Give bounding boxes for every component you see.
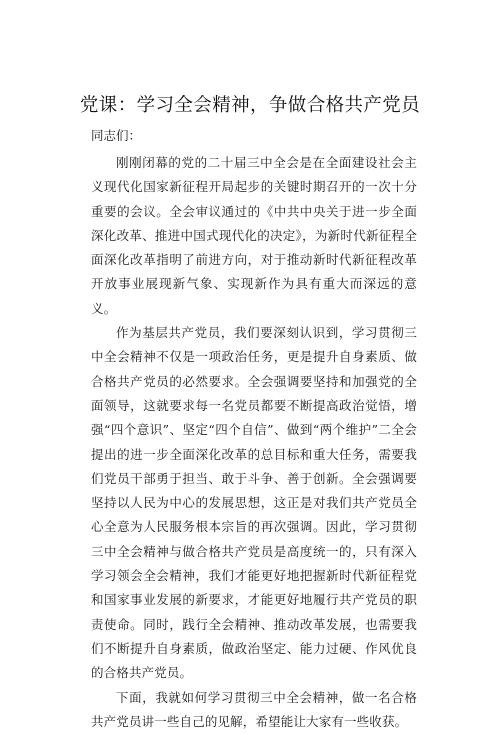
paragraph-2: 作为基层共产党员，我们要深刻认识到，学习贯彻三中全会精神不仅是一项政治任务，更是提升自身素质、做合格共产党员的必然要求。全会强调要坚持和加强党的全面领导，这就要求每一名党员都要不断提高政治觉悟，增强“四个意识”、坚定“四个自信”、做到“两个维护”二全会提出的进一步全面深化改革的总目标和重大任务，需要我们党员干部勇于担当、敢于斗争、善于创新。全会强调要坚持以人民为中心的发展思想，这正是对我们共产党员全心全意为人民服务根本宗旨的再次强调。因此，学习贯彻三中全会精神与做合格共产党员是高度统一的，只有深入学习领会全会精神，我们才能更好地把握新时代新征程党和国家事业发展的新要求，才能更好地履行共产党员的职责使命。同时，践行全会精神、推动改革发展，也需要我们不断提升自身素质，做政治坚定、能力过硬、作风优良的合格共产党员。 — [91, 325, 417, 681]
document-title: 党课：学习全会精神，争做合格共产党员 — [79, 95, 421, 116]
paragraph-1: 刚刚闭幕的党的二十届三中全会是在全面建设社会主义现代化国家新征程开局起步的关键时期召开的一次十分重要的会议。全会审议通过的《中共中央关于进一步全面深化改革、推进中国式现代化的决定》，为新时代新征程全面深化改革指明了前进方向，对于推动新时代新征程改革开放事业展现新气象、实现新作为具有重大而深远的意义。 — [91, 155, 417, 316]
salutation: 同志们： — [91, 128, 142, 143]
paragraph-3: 下面，我就如何学习贯彻三中全会精神，做一名合格共产党员讲一些自己的见解，希望能让大家有一些收获。 — [91, 689, 417, 729]
document-body — [91, 151, 417, 734]
